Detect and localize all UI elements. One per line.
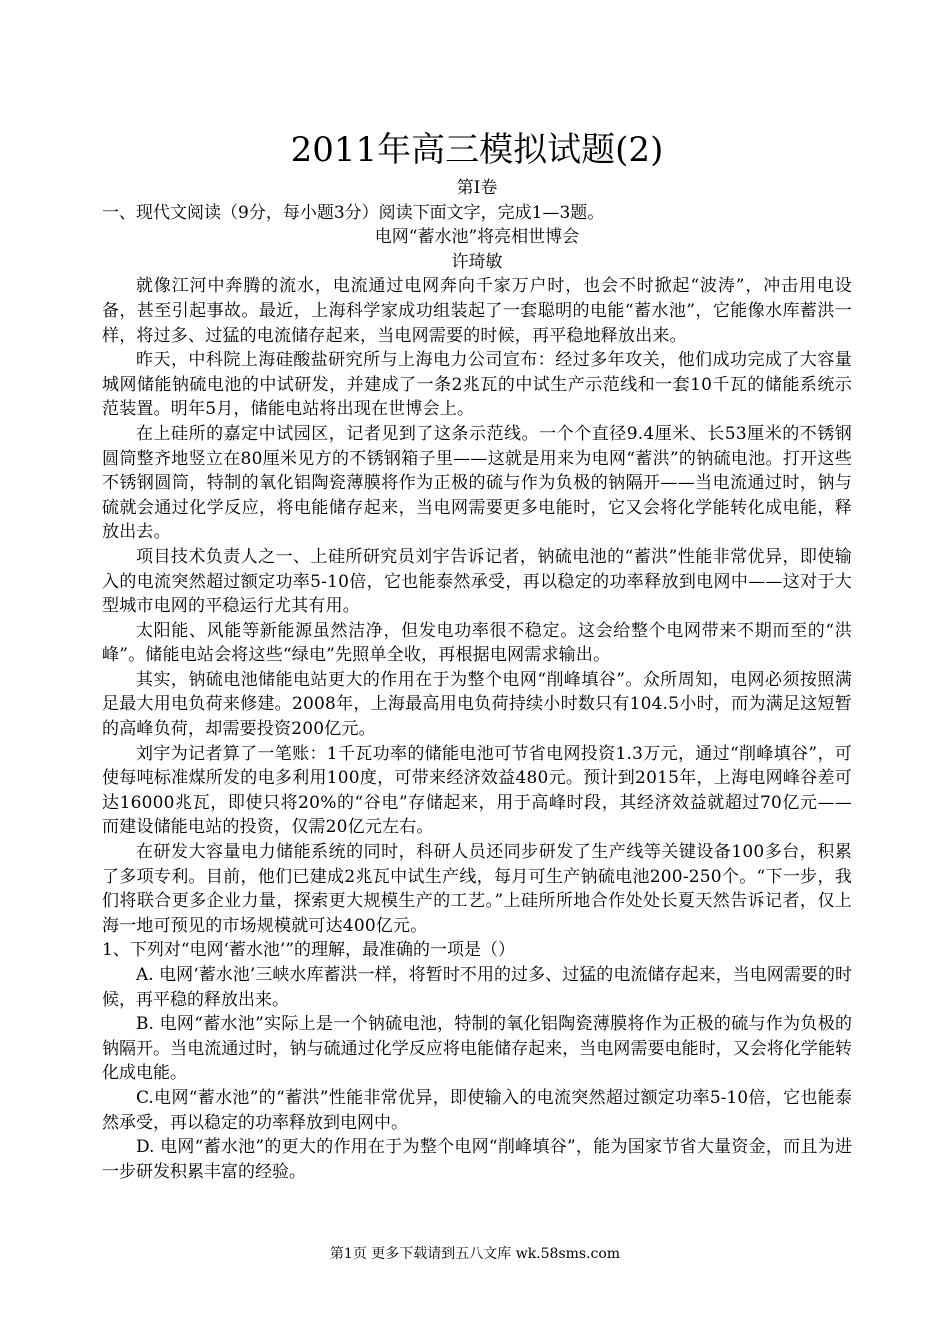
question-option-c: C.电网“蓄水池”的“蓄洪”性能非常优异，即使输入的电流突然超过额定功率5-10倍，它也能泰然承受，再以稳定的功率释放到电网中。 [102, 1087, 852, 1133]
article-paragraph-6: 其实，钠硫电池储能电站更大的作用在于为整个电网“削峰填谷”。众所周知，电网必须按照满足最大用电负荷来修建。2008年，上海最高用电负荷持续小时数只有104.5小时，而为满足这短暂的高峰负荷，却需要投资200亿元。 [102, 669, 852, 740]
question-option-a: A. 电网‘蓄水池’三峡水库蓄洪一样，将暂时不用的过多、过猛的电流储存起来，当电网需要的时候，再平稳的释放出来。 [102, 965, 852, 1010]
question-stem: 1、下列对“电网‘蓄水池’”的理解，最准确的一项是（） [102, 940, 516, 961]
section-heading: 一、现代文阅读（9分，每小题3分）阅读下面文字，完成1—3题。 [102, 202, 605, 223]
article-author: 许琦敏 [451, 251, 503, 272]
article-paragraph-2: 昨天，中科院上海硅酸盐研究所与上海电力公司宣布：经过多年攻关，他们成功完成了大容量城网储能钠硫电池的中试研发，并建成了一条2兆瓦的中试生产示范线和一套10千瓦的储能系统示范装置。明年5月，储能电站将出现在世博会上。 [102, 350, 852, 420]
article-paragraph-8: 在研发大容量电力储能系统的同时，科研人员还同步研发了生产线等关键设备100多台，积累了多项专利。目前，他们已建成2兆瓦中试生产线，每月可生产钠硫电池200-250个。“下一步，我们将联合更多企业力量，探索更大规模生产的工艺。”上硅所所地合作处处长夏天然告诉记者，仅上海一地可预见的市场规模就可达400亿元。 [102, 842, 852, 936]
document-body [102, 176, 852, 1184]
article-paragraph-7: 刘宇为记者算了一笔账：1千瓦功率的储能电池可节省电网投资1.3万元，通过“削峰填谷”，可使每吨标准煤所发的电多利用100度，可带来经济效益480元。预计到2015年，上海电网峰谷差可达16000兆瓦，即使只将20%的“谷电”存储起来，用于高峰时段，其经济效益就超过70亿元——而建设储能电站的投资，仅需20亿元左右。 [102, 743, 852, 838]
article-paragraph-5: 太阳能、风能等新能源虽然洁净，但发电功率很不稳定。这会给整个电网带来不期而至的“洪峰”。储能电站会将这些“绿电”先照单全收，再根据电网需求输出。 [102, 620, 852, 666]
question-option-b: B. 电网“蓄水池”实际上是一个钠硫电池，特制的氧化铝陶瓷薄膜将作为正极的硫与作为负极的钠隔开。当电流通过时，钠与硫通过化学反应将电能储存起来，当电网需要电能时，又会将化学能转化成电能。 [102, 1014, 852, 1084]
question-option-d: D. 电网“蓄水池”的更大的作用在于为整个电网“削峰填谷”，能为国家节省大量资金，而且为进一步研发积累丰富的经验。 [102, 1137, 852, 1182]
article-paragraph-3: 在上硅所的嘉定中试园区，记者见到了这条示范线。一个个直径9.4厘米、长53厘米的不锈钢圆筒整齐地竖立在80厘米见方的不锈钢箱子里——这就是用来为电网“蓄洪”的钠硫电池。打开这些不锈钢圆筒，特制的氧化铝陶瓷薄膜将作为正极的硫与作为负极的钠隔开——当电流通过时，钠与硫就会通过化学反应，将电能储存起来，当电网需要更多电能时，它又会将化学能转化成电能，释放出去。 [102, 423, 852, 543]
article-paragraph-1: 就像江河中奔腾的流水，电流通过电网奔向千家万户时，也会不时掀起“波涛”，冲击用电设备，甚至引起事故。最近，上海科学家成功组装起了一套聪明的电能“蓄水池”，它能像水库蓄洪一样，将过多、过猛的电流储存起来，当电网需要的时候，再平稳地释放出来。 [102, 276, 852, 346]
volume-label: 第Ⅰ卷 [456, 178, 498, 198]
page-footer: 第1页 更多下载请到五八文库 wk.58sms.com [329, 1246, 621, 1262]
article-title: 电网“蓄水池”将亮相世博会 [374, 227, 580, 248]
exam-title: 2011年高三模拟试题(2) [290, 130, 664, 170]
article-paragraph-4: 项目技术负责人之一、上硅所研究员刘宇告诉记者，钠硫电池的“蓄洪”性能非常优异，即使输入的电流突然超过额定功率5-10倍，它也能泰然承受，再以稳定的功率释放到电网中——这对于大型城市电网的平稳运行尤其有用。 [102, 546, 852, 617]
